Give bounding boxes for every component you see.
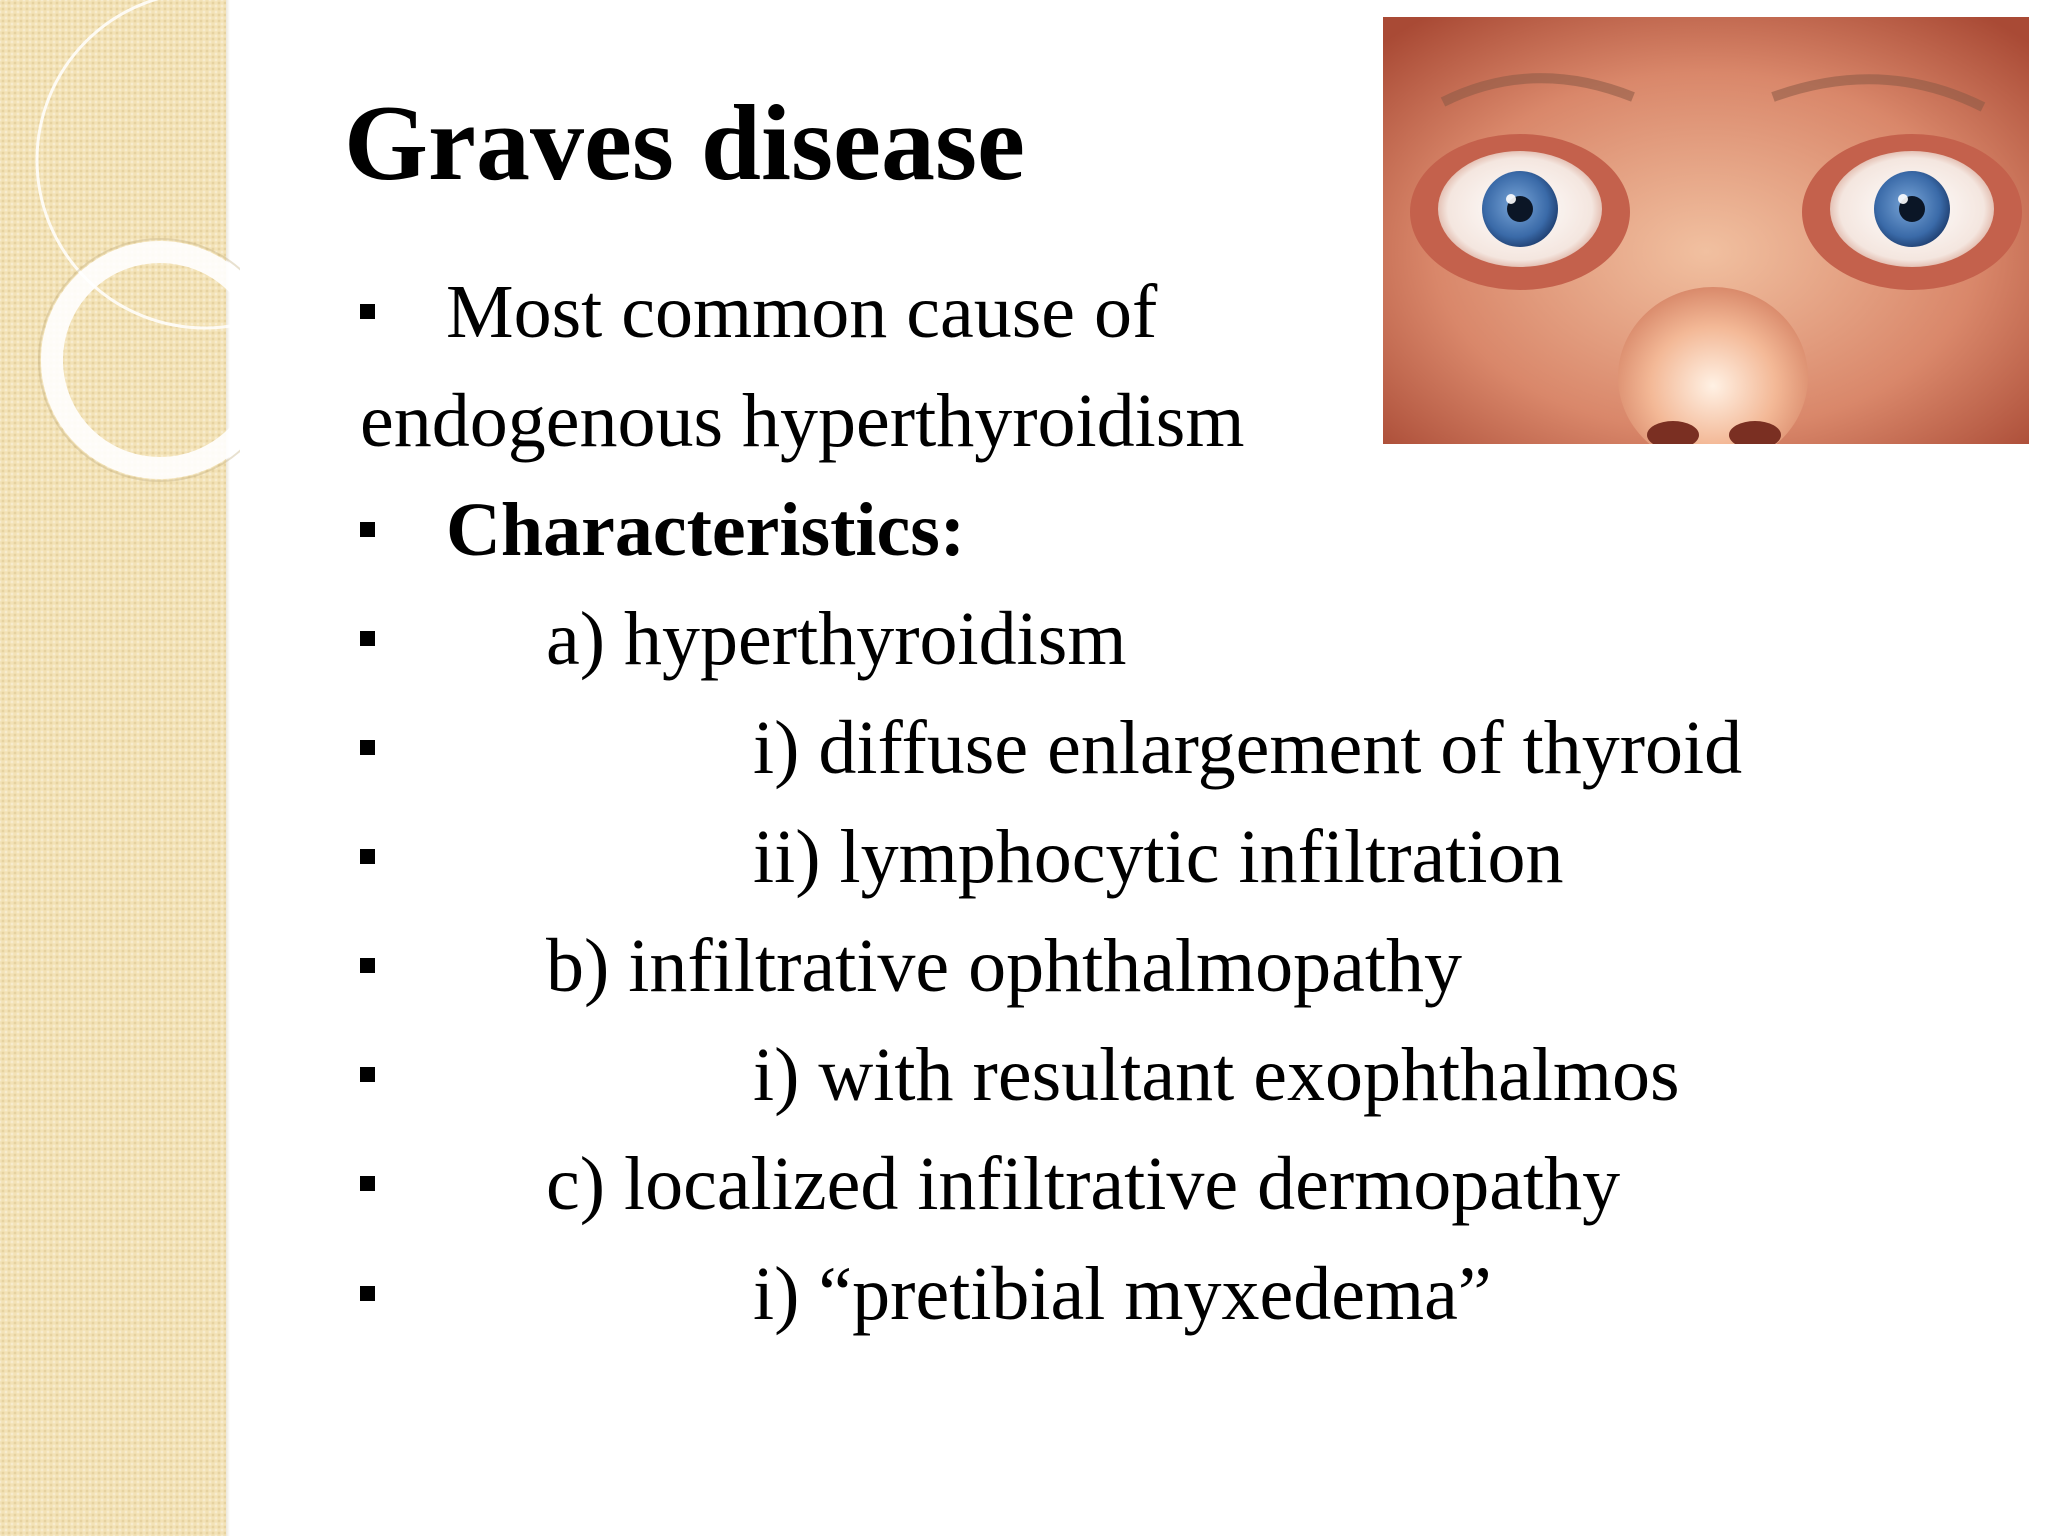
bullet-text: i) with resultant exophthalmos bbox=[753, 1033, 1680, 1117]
bullet-square-icon bbox=[360, 1286, 375, 1301]
large-ring bbox=[37, 0, 240, 328]
bullet-text: i) diffuse enlargement of thyroid bbox=[753, 706, 1743, 790]
bullet-square-icon bbox=[360, 1176, 375, 1191]
bullet-text: a) hyperthyroidism bbox=[546, 597, 1127, 681]
bullet-square-icon bbox=[360, 740, 375, 755]
bullet-square-icon bbox=[360, 849, 375, 864]
right-eye-highlight bbox=[1898, 194, 1908, 204]
bullet-square-icon bbox=[360, 958, 375, 973]
slide-title: Graves disease bbox=[344, 84, 1025, 203]
exophthalmos-photo bbox=[1383, 17, 2029, 444]
bullet-square-icon bbox=[360, 1067, 375, 1082]
bullet-square-icon bbox=[360, 304, 375, 319]
bullet-text: Most common cause of bbox=[446, 270, 1158, 354]
bullet-text: Characteristics: bbox=[446, 488, 966, 572]
bullet-text: i) “pretibial myxedema” bbox=[753, 1252, 1492, 1336]
bullet-text: c) localized infiltrative dermopathy bbox=[546, 1142, 1621, 1226]
bullet-text: ii) lymphocytic infiltration bbox=[753, 815, 1564, 899]
bullet-text: b) infiltrative ophthalmopathy bbox=[546, 924, 1463, 1008]
thick-ring bbox=[52, 252, 240, 468]
bullet-square-icon bbox=[360, 631, 375, 646]
left-eye-highlight bbox=[1506, 194, 1516, 204]
bullet-square-icon bbox=[360, 522, 375, 537]
decorative-rings bbox=[0, 0, 240, 520]
bullet-continuation-text: endogenous hyperthyroidism bbox=[360, 379, 1245, 463]
